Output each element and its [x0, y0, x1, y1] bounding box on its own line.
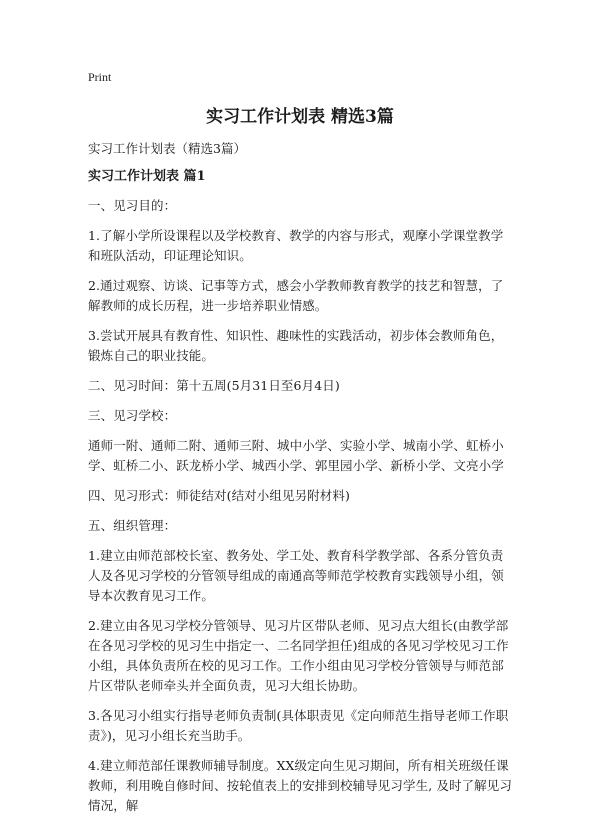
paragraph: 四、见习形式：师徒结对(结对小组见另附材料) — [88, 488, 350, 503]
paragraph: 3.尝试开展具有教育性、知识性、趣味性的实践活动，初步体会教师角色，锻炼自己的职业技能。 — [88, 328, 504, 363]
paragraph: 3.各见习小组实行指导老师负责制(具体职责见《定向师范生指导老师工作职责》)，见习小组长充当助手。 — [88, 708, 509, 743]
paragraph: 2.通过观察、访谈、记事等方式，感会小学教师教育教学的技艺和智慧，了解教师的成长历程，进一步培养职业情感。 — [88, 278, 504, 313]
paragraph: 二、见习时间：第十五周(5月31日至6月4日) — [88, 378, 340, 393]
document-title: 实习工作计划表 精选3篇 — [206, 107, 394, 127]
paragraph: 1.建立由师范部校长室、教务处、学工处、教育科学教学部、各系分管负责人及各见习学校的分管领导组成的南通高等师范学校教育实践领导小组，领导本次教育见习工作。 — [88, 548, 504, 603]
paragraph: 一、见习目的： — [88, 198, 177, 213]
document-subtitle: 实习工作计划表（精选3篇） — [88, 141, 246, 156]
paragraph: 通师一附、通师二附、通师三附、城中小学、实验小学、城南小学、虹桥小学、虹桥二小、跃龙桥小学、城西小学、郭里园小学、新桥小学、文亮小学 — [88, 438, 504, 473]
section-title: 实习工作计划表 篇1 — [88, 169, 206, 184]
paragraph: 2.建立由各见习学校分管领导、见习片区带队老师、见习点大组长(由教学部在各见习学校的见习生中指定一、二名同学担任)组成的各见习学校见习工作小组，具体负责所在校的见习工作。工作小组由见习学校分管领导与师范部片区带队老师牵头并全面负责，见习大组长协助。 — [88, 618, 509, 693]
paragraph: 4.建立师范部任课教师辅导制度。XX级定向生见习期间，所有相关班级任课教师，利用晚自修时间、按轮值表上的安排到校辅导见习学生, 及时了解见习情况，解 — [88, 758, 512, 813]
paragraph: 三、见习学校： — [88, 408, 177, 423]
print-link[interactable]: Print — [88, 70, 112, 84]
paragraph: 1.了解小学所设课程以及学校教育、教学的内容与形式，观摩小学课堂教学和班队活动，印证理论知识。 — [88, 228, 504, 263]
paragraph: 五、组织管理： — [88, 518, 177, 533]
